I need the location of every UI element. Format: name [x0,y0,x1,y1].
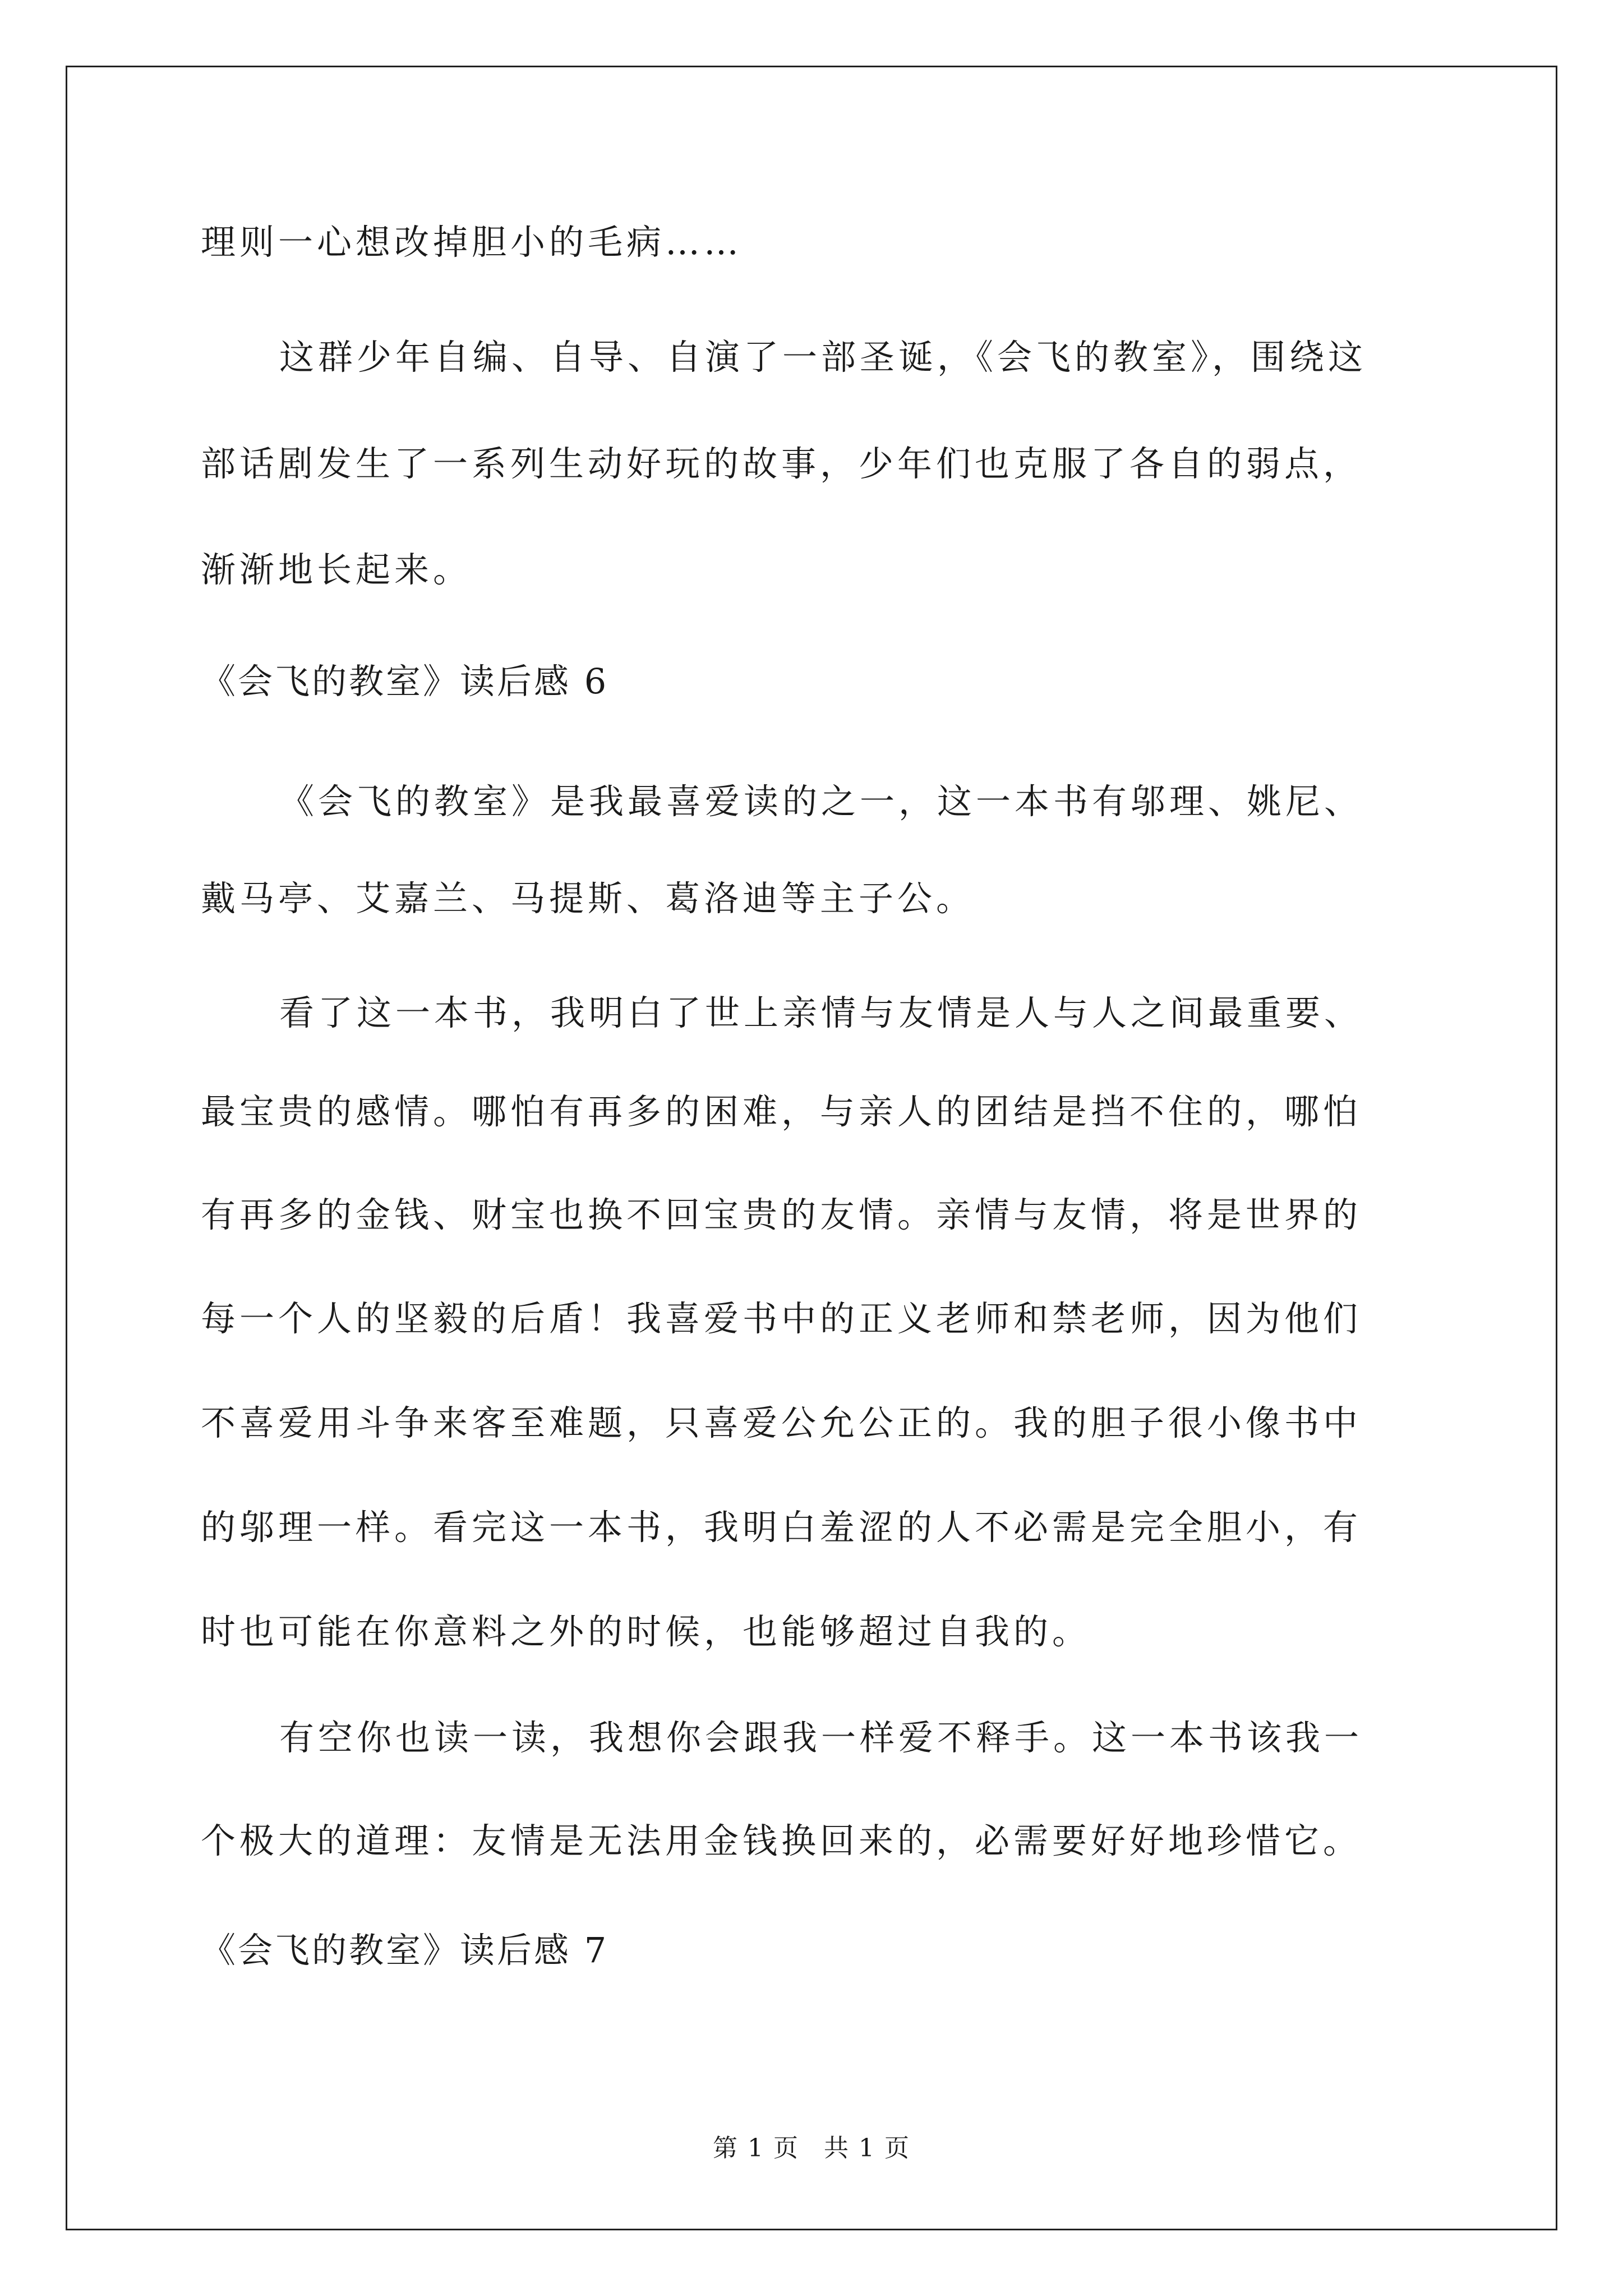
paragraph-line: 有再多的金钱、财宝也换不回宝贵的友情。亲情与友情，将是世界的 [201,1194,1362,1235]
paragraph-line: 这群少年自编、自导、自演了一部圣诞，《会飞的教室》，围绕这 [279,337,1367,378]
page-total: 共 1 页 [824,2134,910,2162]
paragraph-line: 每一个人的坚毅的后盾！我喜爱书中的正义老师和禁老师，因为他们 [201,1298,1362,1339]
paragraph-line: 不喜爱用斗争来客至难题，只喜爱公允公正的。我的胆子很小像书中 [201,1402,1362,1443]
paragraph-line: 部话剧发生了一系列生动好玩的故事，少年们也克服了各自的弱点， [201,443,1362,484]
page-number: 第 1 页 [713,2134,799,2162]
paragraph-line: 时也可能在你意料之外的时候，也能够超过自我的。 [201,1611,1091,1652]
page-border [66,66,1557,2230]
section-heading: 《会飞的教室》读后感 7 [201,1930,609,1971]
paragraph-line: 的邬理一样。看完这一本书，我明白羞涩的人不必需是完全胆小，有 [201,1507,1362,1548]
paragraph-line: 戴马亭、艾嘉兰、马提斯、葛洛迪等主子公。 [201,878,975,919]
paragraph-line: 看了这一本书，我明白了世上亲情与友情是人与人之间最重要、 [279,992,1363,1033]
page-footer [0,2132,1623,2165]
paragraph-line: 个极大的道理：友情是无法用金钱换回来的，必需要好好地珍惜它。 [201,1820,1362,1861]
paragraph-line: 最宝贵的感情。哪怕有再多的困难，与亲人的团结是挡不住的，哪怕 [201,1091,1362,1132]
paragraph-line: 理则一心想改掉胆小的毛病…… [201,222,743,263]
section-heading: 《会飞的教室》读后感 6 [201,661,609,702]
paragraph-line: 有空你也读一读，我想你会跟我一样爱不释手。这一本书该我一 [279,1717,1363,1758]
paragraph-line: 《会飞的教室》是我最喜爱读的之一，这一本书有邬理、姚尼、 [279,781,1363,822]
paragraph-line: 渐渐地长起来。 [201,549,472,590]
